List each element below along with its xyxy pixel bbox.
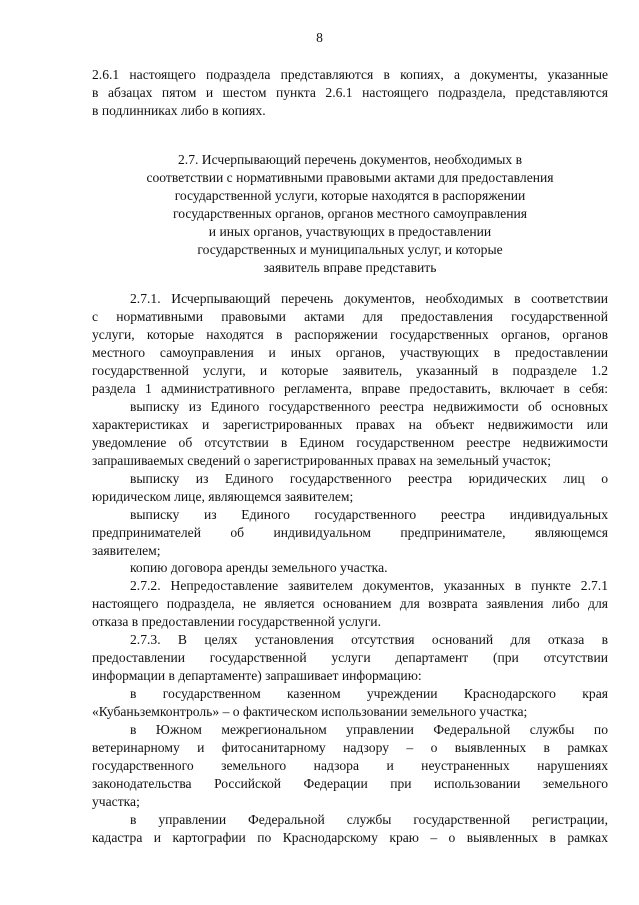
body-line: отказа в предоставлении государственной услуги. (92, 614, 381, 629)
body-line: 2.7.2. Непредоставление заявителем документов, указанных в пункте 2.7.1 (130, 578, 608, 593)
body-line: 2.7.3. В целях установления отсутствия оснований для отказа в (130, 632, 608, 647)
body-line: заявителем; (92, 543, 161, 558)
body-line: с нормативными правовыми актами для предоставления государственной (92, 309, 608, 324)
heading-line: государственной услуги, которые находятся в распоряжении (174, 188, 526, 203)
body-line: выписку из Единого государственного реестра юридических лиц о (130, 471, 608, 486)
body-line: выписку из Единого государственного реестра индивидуальных (130, 507, 608, 522)
body-line: характеристиках и зарегистрированных правах на объект недвижимости или (92, 417, 608, 432)
body-line: кадастра и картографии по Краснодарскому краю – о выявленных в рамках (92, 830, 608, 845)
body-line: юридическом лице, являющемся заявителем; (92, 489, 354, 504)
body-line: государственной услуги, и которые заявитель, указанный в подразделе 1.2 (92, 363, 608, 378)
page-number: 8 (316, 30, 323, 45)
body-line: запрашиваемых сведений о зарегистрированных правах на земельный участок; (92, 453, 551, 468)
body-line: предоставлении государственной услуги департамент (при отсутствии (92, 650, 608, 665)
body-line: государственного земельного надзора и неустраненных нарушениях (92, 758, 608, 773)
body-line: раздела 1 административного регламента, вправе предоставить, включает в себя: (92, 381, 608, 396)
heading-line: и иных органов, участвующих в предоставлении (208, 224, 492, 239)
body-line: услуги, которые находятся в распоряжении государственных органов, органов (92, 327, 608, 342)
body-line: в государственном казенном учреждении Краснодарского края (130, 686, 608, 701)
heading-line: соответствии с нормативными правовыми актами для предоставления (146, 170, 554, 185)
body-line: уведомление об отсутствии в Едином государственном реестре недвижимости (92, 435, 608, 450)
heading-line: государственных органов, органов местного самоуправления (172, 206, 528, 221)
body-line: информации в департаменте) запрашивает информацию: (92, 668, 422, 683)
body-line: 2.7.1. Исчерпывающий перечень документов, необходимых в соответствии (130, 291, 608, 306)
intro-line: в абзацах пятом и шестом пункта 2.6.1 настоящего подраздела, представляются (92, 85, 608, 100)
body-line: местного самоуправления и иных органов, участвующих в предоставлении (92, 345, 608, 360)
body-line: «Кубаньземконтроль» – о фактическом использовании земельного участка; (92, 704, 528, 719)
heading-line: заявитель вправе представить (263, 260, 437, 275)
intro-line: 2.6.1 настоящего подраздела представляются в копиях, а документы, указанные (92, 67, 608, 82)
heading-line: государственных и муниципальных услуг, и которые (197, 242, 503, 257)
body-line: законодательства Российской Федерации при использовании земельного (92, 776, 608, 791)
body-line: участка; (92, 794, 140, 809)
intro-line: в подлинниках либо в копиях. (92, 103, 266, 118)
body-line: ветеринарному и фитосанитарному надзору – о выявленных в рамках (92, 740, 608, 755)
body-line: выписку из Единого государственного реестра недвижимости об основных (130, 399, 608, 414)
body-line: настоящего подраздела, не является основанием для возврата заявления либо для (92, 596, 608, 611)
body-line: в Южном межрегиональном управлении Федеральной службы по (130, 722, 608, 737)
body-line: предпринимателей об индивидуальном предпринимателе, являющемся (92, 525, 608, 540)
body-line: в управлении Федеральной службы государственной регистрации, (130, 812, 608, 827)
body-line: копию договора аренды земельного участка. (130, 560, 388, 575)
heading-line: 2.7. Исчерпывающий перечень документов, необходимых в (178, 152, 522, 167)
